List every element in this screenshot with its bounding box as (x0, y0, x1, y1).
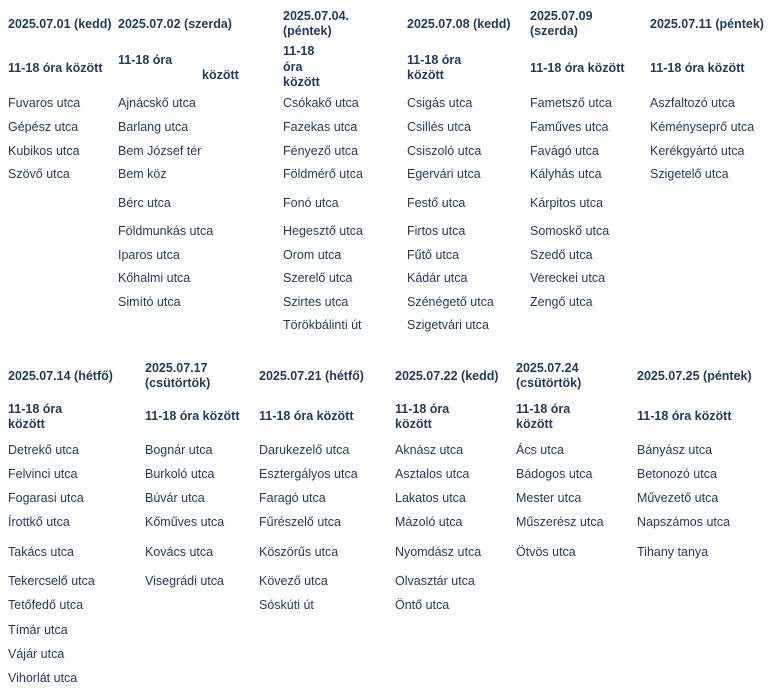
street-item: Kéményseprő utca (650, 120, 755, 134)
street-item: Bádogos utca (516, 467, 593, 481)
street-item: Ács utca (516, 443, 564, 457)
date-header: 2025.07.17 (145, 361, 208, 375)
street-item: Kárpitos utca (530, 196, 603, 210)
street-item: Fonó utca (283, 196, 339, 210)
street-item: Visegrádi utca (145, 574, 224, 588)
street-item: Egervári utca (407, 167, 481, 181)
street-item: Kádár utca (407, 271, 468, 285)
street-item: Művezető utca (637, 491, 719, 505)
date-header: 2025.07.14 (hétfő) (8, 369, 113, 383)
street-item: Hegesztő utca (283, 224, 363, 238)
street-item: Csiszoló utca (407, 144, 482, 158)
hours-label: 11-18 óra között (650, 61, 745, 75)
street-item: Festő utca (407, 196, 466, 210)
street-item: Iparos utca (118, 248, 180, 262)
street-item: Földmérő utca (283, 167, 363, 181)
street-item: Vereckei utca (530, 271, 606, 285)
street-item: Tihany tanya (637, 545, 709, 559)
date-header: 2025.07.08 (kedd) (407, 17, 511, 31)
street-item: Kerékgyártó utca (650, 144, 745, 158)
date-header-cont: (szerda) (530, 24, 578, 38)
street-item: Takács utca (8, 545, 75, 559)
street-item: Gépész utca (8, 120, 79, 134)
hours-label-cont: között (202, 68, 239, 82)
street-item: Törökbálinti út (283, 318, 362, 332)
street-item: Barlang utca (118, 120, 189, 134)
street-item: Búvár utca (145, 491, 205, 505)
street-item: Földmunkás utca (118, 224, 214, 238)
date-header: 2025.07.25 (péntek) (637, 369, 752, 383)
date-header: 2025.07.11 (péntek) (650, 17, 764, 31)
street-item: Mester utca (516, 491, 582, 505)
street-item: Detrekő utca (8, 443, 79, 457)
street-item: Kőműves utca (145, 515, 225, 529)
street-item: Fűrészelő utca (259, 515, 341, 529)
street-item: Faműves utca (530, 120, 609, 134)
street-item: Olvasztár utca (395, 574, 475, 588)
street-item: Kályhás utca (530, 167, 602, 181)
hours-label-cont: között (516, 417, 553, 431)
date-header-cont: (péntek) (283, 24, 332, 38)
street-item: Bem köz (118, 167, 167, 181)
street-item: Csigás utca (407, 96, 473, 110)
street-item: Szigetelő utca (650, 167, 729, 181)
date-header: 2025.07.21 (hétfő) (259, 369, 364, 383)
street-item: Szénégető utca (407, 295, 494, 309)
hours-label-cont: között (395, 417, 432, 431)
date-header: 2025.07.04. (283, 9, 350, 23)
date-header: 2025.07.22 (kedd) (395, 369, 499, 383)
street-item: Faragó utca (259, 491, 326, 505)
hours-label: 11-18 óra (516, 402, 571, 416)
street-item: Simító utca (118, 295, 181, 309)
street-item: Somoskő utca (530, 224, 610, 238)
street-item: Szerelő utca (283, 271, 353, 285)
street-item: Szigetvári utca (407, 318, 489, 332)
hours-label-cont: között (283, 75, 320, 89)
street-item: Kövező utca (259, 574, 328, 588)
street-item: Sóskúti út (259, 598, 314, 612)
date-header: 2025.07.01 (kedd) (8, 17, 112, 31)
street-item: Kovács utca (145, 545, 214, 559)
street-item: Mázoló utca (395, 515, 463, 529)
street-item: Írottkő utca (8, 515, 70, 529)
street-item: Vájár utca (8, 647, 65, 661)
street-item: Fényező utca (283, 144, 359, 158)
street-item: Asztalos utca (395, 467, 470, 481)
street-item: Felvinci utca (8, 467, 78, 481)
date-header: 2025.07.24 (516, 361, 579, 375)
street-item: Csókakő utca (283, 96, 359, 110)
street-item: Firtos utca (407, 224, 466, 238)
street-item: Betonozó utca (637, 467, 717, 481)
hours-label: 11-18 óra (8, 402, 63, 416)
hours-label-cont: között (8, 417, 45, 431)
street-item: Ötvös utca (516, 545, 576, 559)
street-item: Fűtő utca (407, 248, 460, 262)
street-item: Esztergályos utca (259, 467, 358, 481)
street-item: Tetőfedő utca (8, 598, 84, 612)
street-item: Tekercselő utca (8, 574, 95, 588)
hours-label-cont: között (407, 68, 444, 82)
date-header-cont: (csütörtök) (145, 376, 211, 390)
street-item: Ajnácskő utca (118, 96, 196, 110)
hours-label: 11-18 óra (395, 402, 450, 416)
street-item: Kőhalmi utca (118, 271, 191, 285)
hours-label: 11-18 óra között (259, 409, 354, 423)
street-item: Darukezelő utca (259, 443, 350, 457)
street-item: Műszerész utca (516, 515, 604, 529)
street-item: Szövő utca (8, 167, 70, 181)
street-item: Szirtes utca (283, 295, 349, 309)
hours-label: 11-18 óra között (145, 409, 240, 423)
street-item: Bányász utca (637, 443, 713, 457)
street-item: Bérc utca (118, 196, 171, 210)
street-item: Lakatos utca (395, 491, 466, 505)
street-item: Köszörűs utca (259, 545, 339, 559)
street-item: Zengő utca (530, 295, 593, 309)
date-header-cont: (csütörtök) (516, 376, 582, 390)
street-item: Fogarasi utca (8, 491, 84, 505)
street-item: Aknász utca (395, 443, 464, 457)
hours-label: 11-18 óra között (637, 409, 732, 423)
street-item: Bem József tér (118, 144, 202, 158)
street-item: Öntő utca (395, 598, 450, 612)
street-item: Napszámos utca (637, 515, 731, 529)
hours-label: 11-18 (283, 44, 315, 58)
date-header: 2025.07.02 (szerda) (118, 17, 232, 31)
street-item: Tímár utca (8, 623, 68, 637)
street-item: Bognár utca (145, 443, 213, 457)
hours-label: 11-18 óra között (8, 61, 103, 75)
street-item: Vihorlát utca (8, 671, 78, 685)
street-item: Orom utca (283, 248, 342, 262)
hours-label: 11-18 óra (118, 53, 173, 67)
date-header: 2025.07.09 (530, 9, 593, 23)
street-item: Fazekas utca (283, 120, 358, 134)
hours-label: 11-18 óra (407, 53, 462, 67)
street-item: Aszfaltozó utca (650, 96, 735, 110)
street-item: Favágó utca (530, 144, 599, 158)
street-item: Burkoló utca (145, 467, 215, 481)
street-item: Nyomdász utca (395, 545, 482, 559)
hours-label: 11-18 óra között (530, 61, 625, 75)
street-item: Kubikos utca (8, 144, 80, 158)
hours-label-cont: óra (283, 60, 303, 74)
street-item: Csillés utca (407, 120, 471, 134)
street-item: Szedő utca (530, 248, 593, 262)
street-item: Fametsző utca (530, 96, 612, 110)
street-item: Fuvaros utca (8, 96, 81, 110)
